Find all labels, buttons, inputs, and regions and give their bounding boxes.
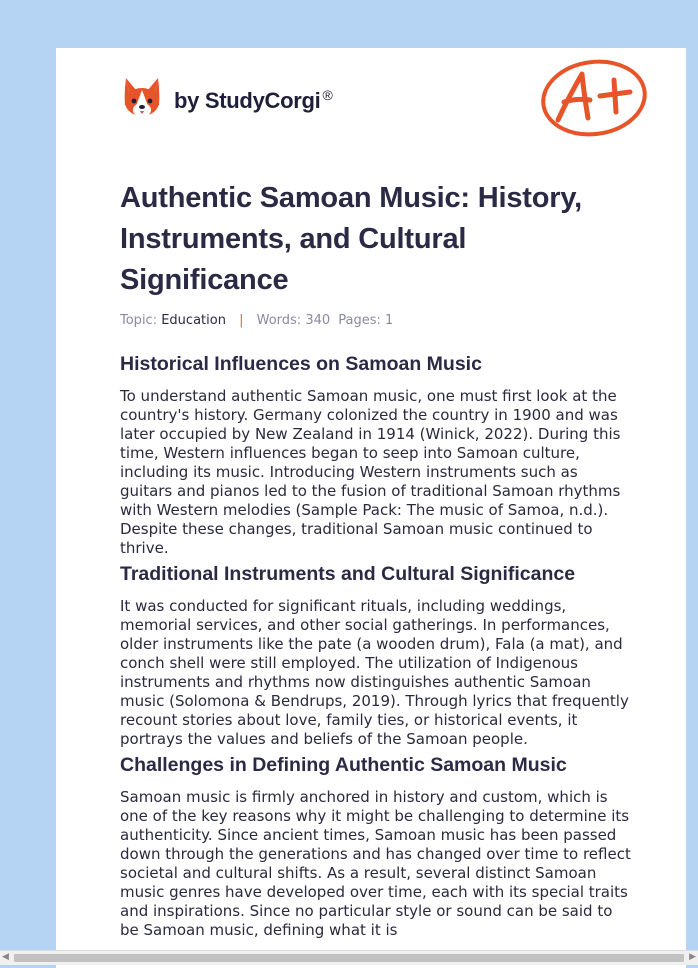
section-heading: Challenges in Defining Authentic Samoan Music [120,754,567,776]
essay-meta [120,313,634,328]
word-count: Words: 340 [256,313,331,328]
meta-separator: | [239,313,244,328]
scroll-left-icon[interactable]: ◀ [2,952,9,962]
brand-name: by StudyCorgi ® [174,86,333,113]
section-paragraph: To understand authentic Samoan music, one must first look at the country's history. Germany colonized the country in 1900 and was later occupied by New Zealand in 1914 (Winick, 2022). During this time, Western influences began to seep into Samoan culture, including its music. Introducing Western instruments such as guitars and pianos led to the fusion of traditional Samoan rhythms with Western melodies (Sample Pack: The music of Samoa, n.d.). Despite these changes, traditional Samoan music continued to thrive. [120,387,621,557]
studycorgi-logo[interactable] [122,76,332,120]
page-count: Pages: 1 [338,313,394,328]
page-title: Authentic Samoan Music: History, Instruments, and Cultural Significance [120,182,582,296]
corgi-icon [122,76,162,120]
topic-link[interactable]: Education [161,313,226,328]
scroll-right-icon[interactable]: ▶ [689,952,696,962]
horizontal-scrollbar[interactable] [0,950,698,965]
section-paragraph: It was conducted for significant rituals, including weddings, memorial services, and other social gatherings. In performances, older instruments like the pate (a wooden drum), Fala (a mat), and conch shell were still employed. The utilization of Indigenous instruments and rhythms now distinguishes authentic Samoan music (Solomona & Bendrups, 2019). Through lyrics that frequently recount stories about love, family ties, or historical events, it portrays the values and beliefs of the Samoan people. [120,597,629,748]
topic-label: Topic: [120,313,158,328]
essay-content [120,178,634,944]
a-plus-grade-icon [538,58,648,140]
svg-text:A+: A+ [538,58,540,59]
section-paragraph: Samoan music is firmly anchored in history and custom, which is one of the key reasons why it might be challenging to determine its authenticity. Since ancient times, Samoan music has been passed down through the generations and has changed over time to reflect societal and cultural shifts. As a result, several distinct Samoan music genres have developed over time, each with its special traits and inspirations. Since no particular style or sound can be said to be Samoan music, defining what it is [120,788,631,939]
section-heading: Historical Influences on Samoan Music [120,353,482,375]
section-heading: Traditional Instruments and Cultural Significance [120,563,576,585]
document-page [56,48,686,968]
scrollbar-thumb[interactable] [14,954,684,962]
